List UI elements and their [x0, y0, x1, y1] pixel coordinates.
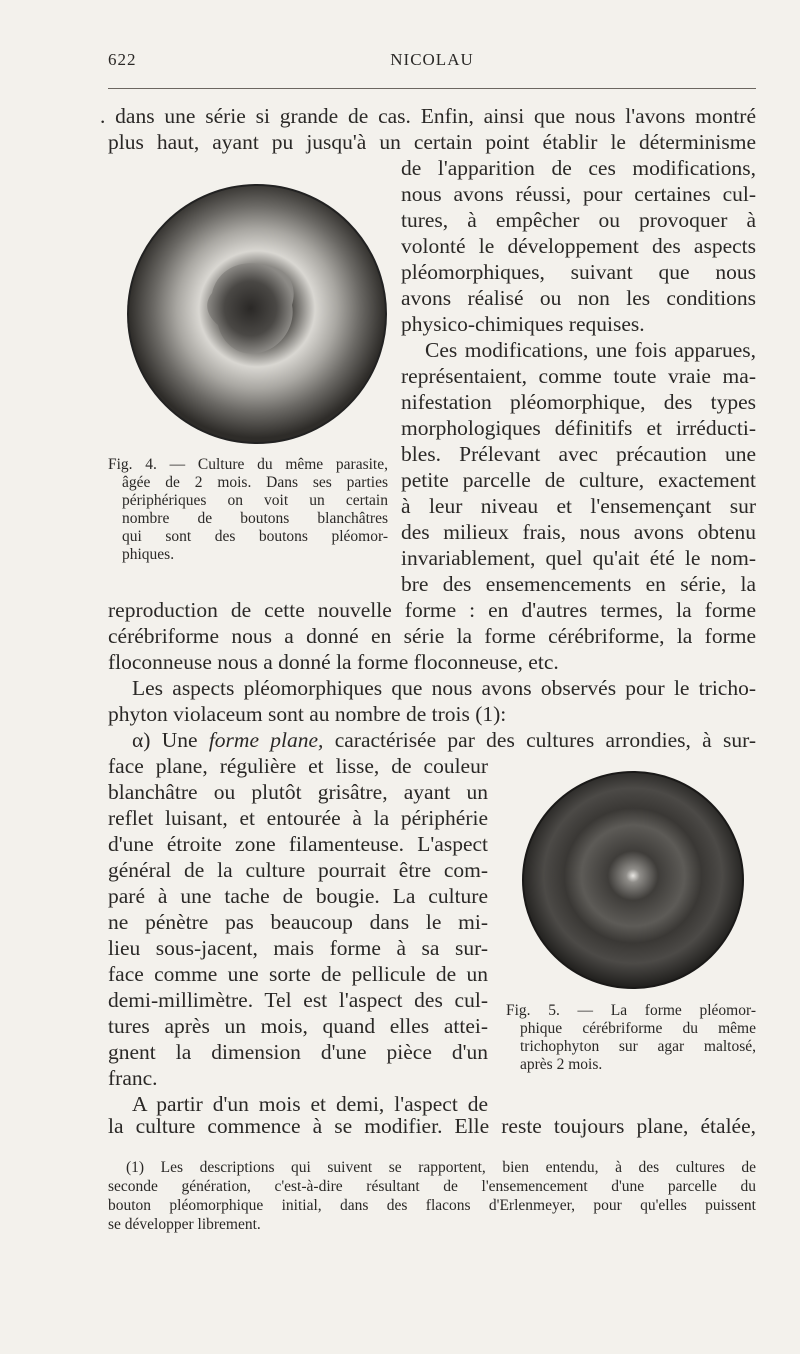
- body-line: phyton violaceum sont au nombre de trois (1):: [108, 702, 507, 726]
- body-line: floconneuse nous a donné la forme floconneuse, etc.: [108, 650, 559, 674]
- body-line: des milieux frais, nous avons obtenu: [401, 520, 756, 544]
- body-line: physico-chimiques requises.: [401, 312, 645, 336]
- body-line: Les aspects pléomorphiques que nous avons observés pour le tricho-: [132, 676, 756, 700]
- figure-4-caption-line: âgée de 2 mois. Dans ses parties: [122, 474, 388, 491]
- figure-4-caption-line: Fig. 4. — Culture du même parasite,: [108, 456, 388, 473]
- figure-5-culture-photo: [521, 770, 745, 990]
- running-head: [108, 50, 756, 74]
- body-line: volonté le développement des aspects: [401, 234, 756, 258]
- body-line: invariablement, quel qu'ait été le nom-: [401, 546, 756, 570]
- body-line: d'une étroite zone filamenteuse. L'aspect: [108, 832, 488, 856]
- body-line: nifestation pléomorphique, des types: [401, 390, 756, 414]
- body-line: tures après un mois, quand elles attei-: [108, 1014, 488, 1038]
- body-line: représentaient, comme toute vraie ma-: [401, 364, 756, 388]
- body-line: avons réalisé ou non les conditions: [401, 286, 756, 310]
- body-line: plus haut, ayant pu jusqu'à un certain point établir le déterminisme: [108, 130, 756, 154]
- body-line: cérébriforme nous a donné en série la forme cérébriforme, la forme: [108, 624, 756, 648]
- figure-5-image: [521, 770, 745, 990]
- figure-4-caption-line: phiques.: [122, 546, 175, 563]
- footnote-line: bouton pléomorphique initial, dans des flacons d'Erlenmeyer, pour qu'elles puissent: [108, 1197, 756, 1214]
- body-line: à leur niveau et l'ensemençant sur: [401, 494, 756, 518]
- footnote-line: seconde génération, c'est-à-dire résultant de l'ensemencement d'une parcelle du: [108, 1178, 756, 1195]
- body-line: face plane, régulière et lisse, de couleur: [108, 754, 488, 778]
- body-line: bre des ensemencements en série, la: [401, 572, 756, 596]
- body-line: gnent la dimension d'une pièce d'un: [108, 1040, 488, 1064]
- figure-4-caption-line: périphériques on voit un certain: [122, 492, 388, 509]
- body-line: lieu sous-jacent, mais forme à sa sur-: [108, 936, 488, 960]
- body-line: général de la culture pourrait être com-: [108, 858, 488, 882]
- footnote-line: (1) Les descriptions qui suivent se rapportent, bien entendu, à des cultures de: [126, 1159, 756, 1176]
- figure-5-caption-line: après 2 mois.: [520, 1056, 603, 1073]
- body-line-with-italic: α) Une forme plane, caractérisée par des cultures arrondies, à sur-: [132, 728, 756, 752]
- header-rule: [108, 88, 756, 89]
- body-line: tures, à empêcher ou provoquer à: [401, 208, 756, 232]
- figure-4-culture-photo: [126, 183, 388, 445]
- body-line: de l'apparition de ces modifications,: [401, 156, 756, 180]
- body-line: nous avons réussi, pour certaines cul-: [401, 182, 756, 206]
- figure-4-caption-line: qui sont des boutons pléomor-: [122, 528, 388, 545]
- body-line: reproduction de cette nouvelle forme : en d'autres termes, la forme: [108, 598, 756, 622]
- figure-4-image: [126, 183, 388, 445]
- body-line: blanchâtre ou plutôt grisâtre, ayant un: [108, 780, 488, 804]
- body-line: bles. Prélevant avec précaution une: [401, 442, 756, 466]
- body-line: morphologiques définitifs et irréducti-: [401, 416, 756, 440]
- body-line: pléomorphiques, suivant que nous: [401, 260, 756, 284]
- body-line: demi-millimètre. Tel est l'aspect des cul-: [108, 988, 488, 1012]
- figure-5-caption-line: Fig. 5. — La forme pléomor-: [506, 1002, 756, 1019]
- figure-5-caption-line: trichophyton sur agar maltosé,: [520, 1038, 756, 1055]
- body-line: Ces modifications, une fois apparues,: [425, 338, 756, 362]
- body-line: . dans une série si grande de cas. Enfin, ainsi que nous l'avons montré: [100, 104, 756, 128]
- italic-term: forme plane,: [208, 728, 324, 752]
- running-head-author: NICOLAU: [390, 50, 474, 69]
- body-line: face comme une sorte de pellicule de un: [108, 962, 488, 986]
- figure-4-caption-line: nombre de boutons blanchâtres: [122, 510, 388, 527]
- footnote-line: se développer librement.: [108, 1216, 261, 1233]
- body-line: ne pénètre pas beaucoup dans le mi-: [108, 910, 488, 934]
- body-line: petite parcelle de culture, exactement: [401, 468, 756, 492]
- body-line: la culture commence à se modifier. Elle reste toujours plane, étalée,: [108, 1114, 756, 1138]
- body-line: franc.: [108, 1066, 158, 1090]
- page-number: 622: [108, 50, 137, 69]
- body-line: A partir d'un mois et demi, l'aspect de: [132, 1092, 488, 1116]
- body-line: paré à une tache de bougie. La culture: [108, 884, 488, 908]
- body-line: reflet luisant, et entourée à la périphérie: [108, 806, 488, 830]
- figure-5-caption-line: phique cérébriforme du même: [520, 1020, 756, 1037]
